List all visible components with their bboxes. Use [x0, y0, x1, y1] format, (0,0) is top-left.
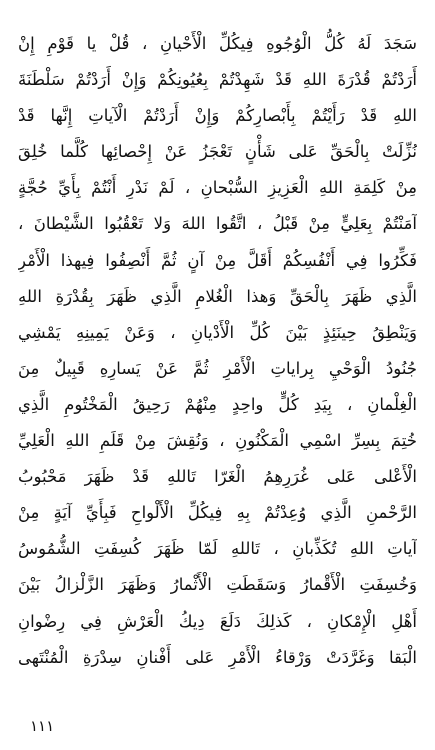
text-line: أَهْلِ الْإِمْكانِ ، كَذلِكَ دَلَعَ دِيكُ الْعَرْشِ فِي رِضْوانِ [18, 611, 417, 631]
text-line: مِنْ كَلِمَةِ اللهِ الْعَزِيزِ السُّبْحانِ ، لَمْ نَدْرِ أَنْتُمْ بِأَيِّ حُجَّةٍ [18, 178, 417, 198]
text-line: الَّذِي ظَهَرَ بِالْحَقِّ وَهذا الْغُلامِ الَّذِي ظَهَرَ بِقُدْرَةِ اللهِ [18, 286, 417, 306]
text-line: جُنُودُ الْوَحْيِ بِراياتِ الْأَمْرِ ثُمَّ عَنْ يَسارِهِ قَبِيلٌ مِنَ [18, 358, 417, 378]
arabic-text-block [18, 26, 417, 676]
text-line: وَيَنْطِقُ حِينَئِذٍ بَيْنَ كُلِّ الْأَدْيانِ ، وَعَنْ يَمِينِهِ يَمْشِي [18, 322, 417, 342]
text-line: اللهِ قَدْ رَأَيْتُمْ بِأَبْصارِكُمْ وَإِنْ أَرَدْتُمْ الْآياتِ إِنَّها قَدْ [18, 106, 417, 126]
text-line: الرَّحْمنِ الَّذِي وُعِدْتُمْ بِهِ فِيكُلِّ الْأَلْواحِ فَبِأَيِّ آيَةٍ مِنْ [18, 503, 417, 523]
text-line: الْبَقا وَغَرَّدَتْ وَرْقاءُ الْأَمْرِ عَلى أَفْنانِ سِدْرَةِ الْمُنْتَهى [18, 647, 417, 667]
text-line: خُتِمَ بِسِرِّ اسْمِي الْمَكْنُونِ ، وَنُقِشَ مِنْ قَلَمِ اللهِ الْعَلِيِّ [18, 431, 417, 451]
text-line: نُزِّلَتْ بِالْحَقِّ عَلى شَأْنٍ تَعْجَزُ عَنْ إِحْصائِها كُلَّما خُلِقَ [18, 142, 417, 162]
text-line: آياتِ اللهِ تُكَذِّبانِ ، تَاللهِ لَمّا ظَهَرَ كُسِفَتِ الشُّمُوسُ [18, 539, 417, 559]
text-line: فَكِّرُوا فِي أَنْفُسِكُمْ أَقَلَّ مِنْ آنٍ ثُمَّ أَنْصِفُوا فِيهذا الْأَمْرِ [18, 250, 417, 270]
text-line: الْأَعْلى عَلى غُرَرِهِمُ الْغَرّا تَاللهِ قَدْ ظَهَرَ مَحْبُوبُ [18, 467, 417, 487]
page-number: ١١١ [30, 717, 55, 735]
text-line: الْغِلْمانِ ، بِيَدِ كُلٍّ واحِدٍ مِنْهُمْ رَحِيقُ الْمَخْتُومِ الَّذِي [18, 394, 417, 414]
text-line: وَخُسِفَتِ الْأَقْمارُ وَسَقَطَتِ الْأَثْمارُ وَظَهَرَ الزَّلْزالُ بَيْنَ [18, 575, 417, 595]
text-line: أَرَدْتُمْ قُدْرَةَ اللهِ قَدْ شَهِدْتُمْ بِعُيُونِكُمْ وَإِنْ أَرَدْتُمْ سَلْطَنَةَ [18, 70, 417, 90]
text-line: سَجَدَ لَهُ كُلُّ الْوُجُوهِ فِيكُلِّ الْأَحْيانِ ، قُلْ يا قَوْمِ إِنْ [18, 34, 417, 53]
text-line: آمَنْتُمْ بِعَلِيٍّ مِنْ قَبْلُ ، اتَّقُوا اللهَ وَلا تَعْقُبُوا الشَّيْطانَ ، [18, 214, 417, 234]
